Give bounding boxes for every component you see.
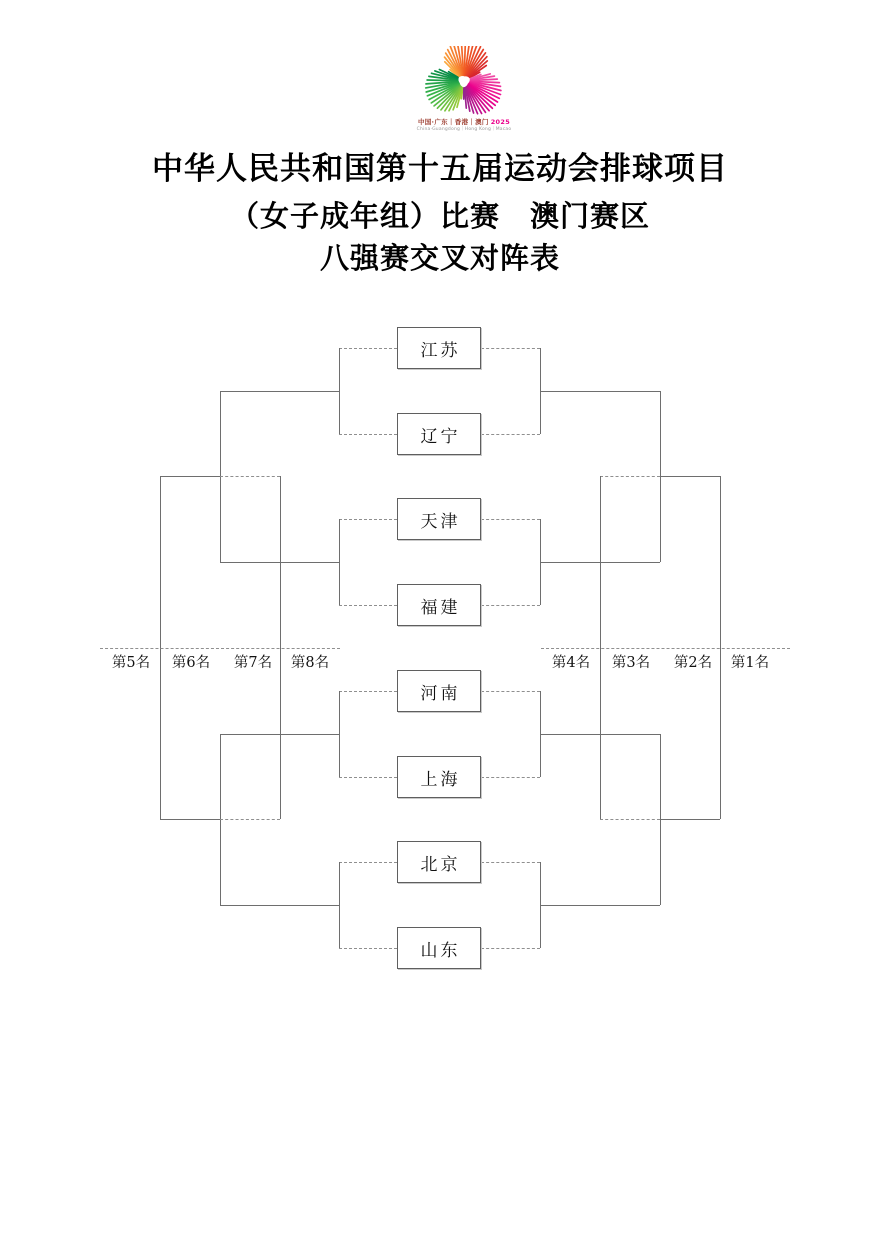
bracket-line-horizontal <box>160 476 220 477</box>
team-box: 辽宁 <box>397 413 481 455</box>
rank-label: 第6名 <box>171 655 211 671</box>
team-box: 山东 <box>397 927 481 969</box>
bracket-line-horizontal <box>339 348 397 349</box>
bracket-line-horizontal <box>339 862 397 863</box>
logo-wordmark-en: China·Guangdong｜Hong Kong｜Macao <box>416 126 512 132</box>
bracket-line-vertical <box>339 519 340 605</box>
bracket-line-horizontal <box>541 648 790 649</box>
bracket-line-horizontal <box>220 819 280 820</box>
rank-label: 第5名 <box>111 655 151 671</box>
bracket-line-horizontal <box>339 948 397 949</box>
rank-label: 第4名 <box>551 655 591 671</box>
bracket-line-horizontal <box>660 819 720 820</box>
bracket-line-horizontal <box>220 476 280 477</box>
bracket-line-horizontal <box>540 391 660 392</box>
rank-label: 第8名 <box>290 655 330 671</box>
bracket-line-vertical <box>339 691 340 777</box>
bracket-line-horizontal <box>339 519 397 520</box>
bracket-line-horizontal <box>339 691 397 692</box>
bracket-line-horizontal <box>660 476 720 477</box>
title-line-3: 八强赛交叉对阵表 <box>319 241 560 275</box>
bracket-line-horizontal <box>160 819 220 820</box>
bracket-line-horizontal <box>481 519 540 520</box>
rank-label: 第2名 <box>673 655 713 671</box>
bracket-line-horizontal <box>339 605 397 606</box>
team-box: 河南 <box>397 670 481 712</box>
team-box: 福建 <box>397 584 481 626</box>
bracket-line-horizontal <box>220 905 339 906</box>
bracket-line-horizontal <box>481 948 540 949</box>
bracket-line-horizontal <box>481 348 540 349</box>
team-box: 江苏 <box>397 327 481 369</box>
bracket-line-horizontal <box>339 434 397 435</box>
team-box: 上海 <box>397 756 481 798</box>
bracket-line-horizontal <box>100 648 340 649</box>
title-line-2: （女子成年组）比赛 澳门赛区 <box>229 199 650 233</box>
bracket-line-horizontal <box>481 777 540 778</box>
rank-label: 第1名 <box>730 655 770 671</box>
bracket-line-horizontal <box>339 777 397 778</box>
team-box: 天津 <box>397 498 481 540</box>
bracket-line-horizontal <box>600 819 660 820</box>
bracket-line-horizontal <box>481 434 540 435</box>
rank-label: 第3名 <box>611 655 651 671</box>
bracket-line-vertical <box>339 348 340 434</box>
bracket-line-horizontal <box>481 862 540 863</box>
bracket-line-horizontal <box>540 905 660 906</box>
logo-wordmark-cn-text: 中国·广东｜香港｜澳门 <box>417 118 489 126</box>
team-box: 北京 <box>397 841 481 883</box>
rank-label: 第7名 <box>233 655 273 671</box>
bracket-line-horizontal <box>600 476 660 477</box>
title-line-1: 中华人民共和国第十五届运动会排球项目 <box>152 151 728 187</box>
bracket-line-horizontal <box>481 605 540 606</box>
bracket-line-horizontal <box>220 391 339 392</box>
bracket-line-horizontal <box>481 691 540 692</box>
bracket-line-vertical <box>339 862 340 948</box>
logo-year: 2025 <box>490 118 511 126</box>
